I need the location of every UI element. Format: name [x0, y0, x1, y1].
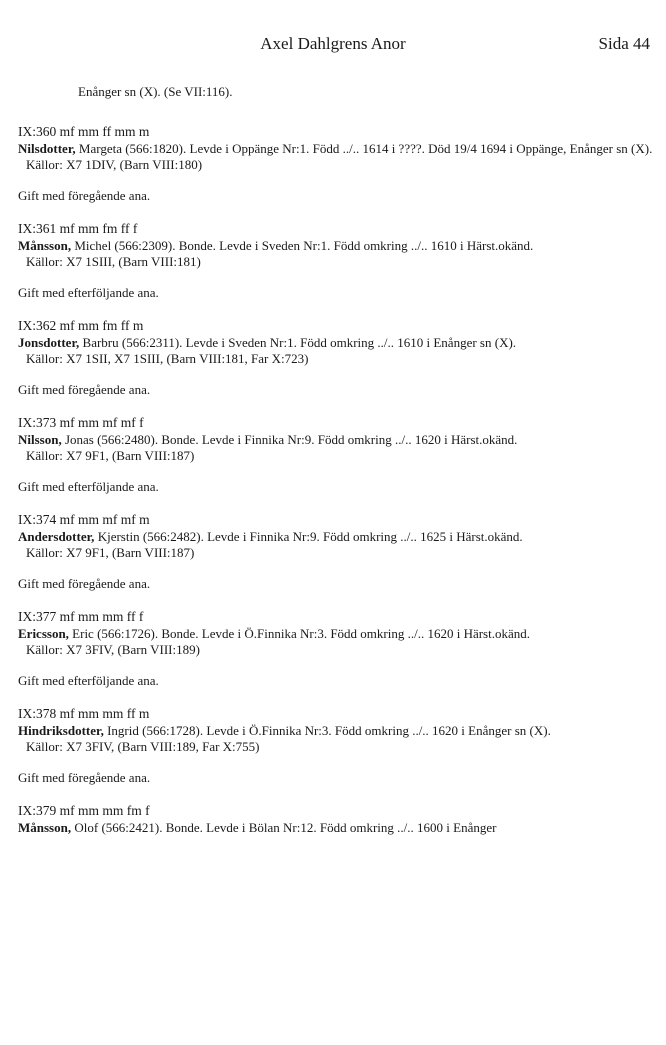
entry-surname: Månsson,: [18, 820, 72, 835]
entry-marriage: Gift med föregående ana.: [18, 382, 151, 397]
entry-marriage: Gift med föregående ana.: [18, 770, 151, 785]
entry-code: IX:378 mf mm mm ff m: [18, 706, 150, 721]
entry-marriage: Gift med föregående ana.: [18, 188, 151, 203]
ancestor-entry: [18, 609, 658, 689]
entry-code: IX:377 mf mm mm ff f: [18, 609, 144, 624]
entry-details: Michel (566:2309). Bonde. Levde i Sveden Nr:1. Född omkring ../.. 1610 i Härst.okänd.: [71, 238, 534, 253]
entry-marriage: Gift med efterföljande ana.: [18, 673, 159, 688]
entry-sources: Källor: X7 9F1, (Barn VIII:187): [26, 545, 195, 560]
entry-details: Olof (566:2421). Bonde. Levde i Bölan Nr:12. Född omkring ../.. 1600 i Enånger: [71, 820, 497, 835]
page-header: [0, 34, 666, 56]
entry-code: IX:360 mf mm ff mm m: [18, 124, 150, 139]
entry-code: IX:379 mf mm mm fm f: [18, 803, 150, 818]
entry-details: Kjerstin (566:2482). Levde i Finnika Nr:9. Född omkring ../.. 1625 i Härst.okänd.: [94, 529, 523, 544]
document-body: [18, 84, 658, 853]
entry-details: Jonas (566:2480). Bonde. Levde i Finnika Nr:9. Född omkring ../.. 1620 i Härst.okänd.: [61, 432, 518, 447]
entry-surname: Andersdotter,: [18, 529, 95, 544]
page-number: Sida 44: [598, 34, 650, 53]
entry-surname: Nilsson,: [18, 432, 62, 447]
entry-surname: Ericsson,: [18, 626, 69, 641]
entry-body: [18, 432, 658, 448]
document-title: Axel Dahlgrens Anor: [260, 34, 406, 53]
entry-body: [18, 141, 658, 157]
ancestor-entry: [18, 124, 658, 204]
entry-sources: Källor: X7 3FIV, (Barn VIII:189): [26, 642, 200, 657]
entry-details: Eric (566:1726). Bonde. Levde i Ö.Finnika Nr:3. Född omkring ../.. 1620 i Härst.okänd.: [68, 626, 531, 641]
entry-sources: Källor: X7 9F1, (Barn VIII:187): [26, 448, 195, 463]
entry-code: IX:373 mf mm mf mf f: [18, 415, 144, 430]
entry-surname: Hindriksdotter,: [18, 723, 104, 738]
entry-body: [18, 529, 658, 545]
entry-sources: Källor: X7 1SII, X7 1SIII, (Barn VIII:181, Far X:723): [26, 351, 309, 366]
entry-marriage: Gift med föregående ana.: [18, 576, 151, 591]
entry-marriage: Gift med efterföljande ana.: [18, 285, 159, 300]
entry-surname: Jonsdotter,: [18, 335, 80, 350]
entry-code: IX:362 mf mm fm ff m: [18, 318, 144, 333]
entry-surname: Månsson,: [18, 238, 72, 253]
ancestor-entry: [18, 415, 658, 495]
entry-body: [18, 335, 658, 351]
entry-details: Barbru (566:2311). Levde i Sveden Nr:1. Född omkring ../.. 1610 i Enånger sn (X).: [79, 335, 517, 350]
entry-body: [18, 820, 658, 836]
ancestor-entry: [18, 221, 658, 301]
entry-code: IX:361 mf mm fm ff f: [18, 221, 138, 236]
entry-surname: Nilsdotter,: [18, 141, 76, 156]
ancestor-entry: [18, 803, 658, 836]
continuation-line: Enånger sn (X). (Se VII:116).: [78, 84, 233, 99]
entry-sources: Källor: X7 3FIV, (Barn VIII:189, Far X:755): [26, 739, 260, 754]
entry-body: [18, 238, 658, 254]
entry-body: [18, 626, 658, 642]
entry-marriage: Gift med efterföljande ana.: [18, 479, 159, 494]
entry-sources: Källor: X7 1SIII, (Barn VIII:181): [26, 254, 201, 269]
entry-sources: Källor: X7 1DIV, (Barn VIII:180): [26, 157, 203, 172]
ancestor-entry: [18, 512, 658, 592]
ancestor-entry: [18, 318, 658, 398]
entry-body: [18, 723, 658, 739]
entry-details: Margeta (566:1820). Levde i Oppänge Nr:1. Född ../.. 1614 i ????. Död 19/4 1694 i Oppänge, Enånger sn (X).: [75, 141, 653, 156]
entry-code: IX:374 mf mm mf mf m: [18, 512, 150, 527]
ancestor-entry: [18, 706, 658, 786]
entry-details: Ingrid (566:1728). Levde i Ö.Finnika Nr:3. Född omkring ../.. 1620 i Enånger sn (X).: [103, 723, 551, 738]
